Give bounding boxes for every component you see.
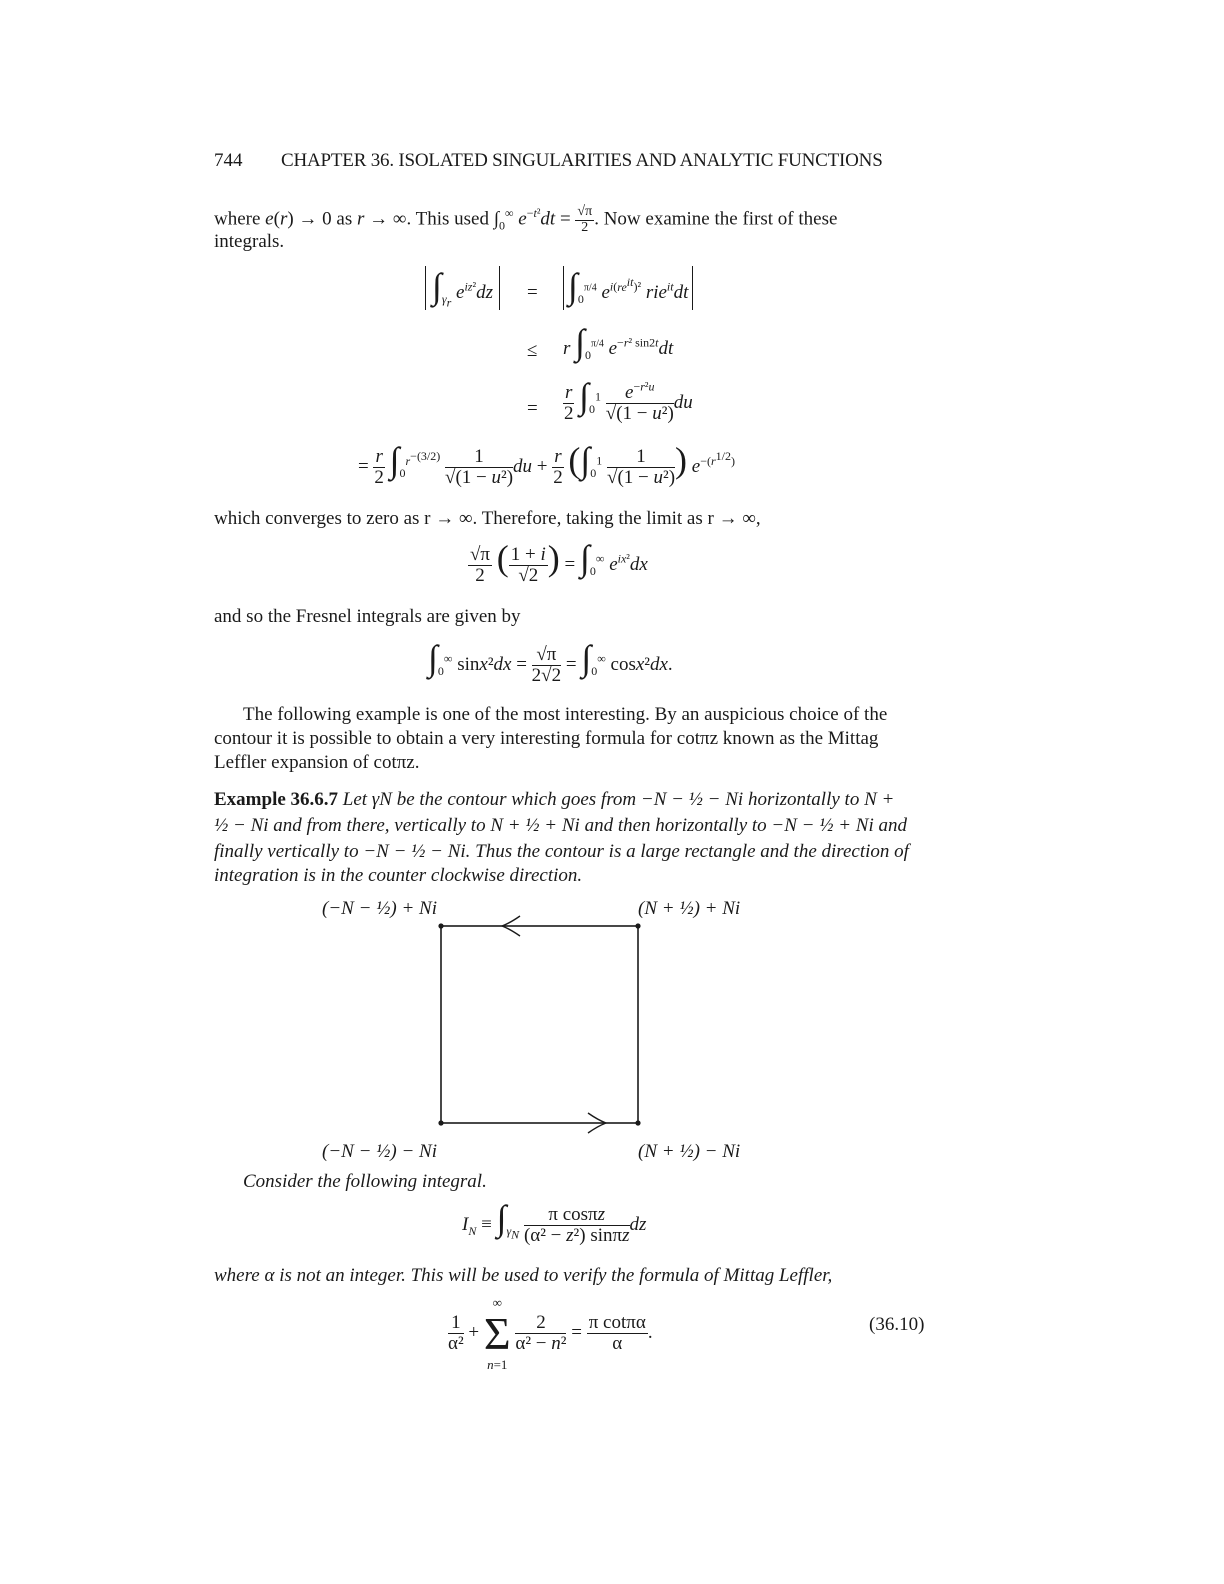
corner-dot-bottom-left [438,1120,443,1125]
eq-line-2-leq: ≤ [527,340,538,361]
example-line-4: integration is in the counter clockwise direction. [214,865,583,886]
example-line-2: ½ − Ni and from there, vertically to N + ½ + Ni and then horizontally to −N − ½ + Ni and [214,815,907,836]
example-label: Example 36.6.7 [214,789,339,810]
paragraph-fresnel: and so the Fresnel integrals are given by [214,606,521,627]
eq-fresnel-limit: $\frac{√\pi}{2}$ ( $\frac{1 + i}{√2}$ ) = $\int_0^\infty$ $e^{ix^2}dx$ [470,538,648,587]
label-top-left: (−N − ½) + Ni [322,898,437,919]
paragraph-example-intro-2: contour it is possible to obtain a very interesting formula for cotπz known as the Mittag [214,728,879,749]
paragraph-where-alpha: where α is not an integer. This will be used to verify the formula of Mittag Leffler, [214,1265,833,1286]
corner-dot-bottom-right [635,1120,640,1125]
eq-IN: $I_N \equiv \int_{\gamma_N}$ $\frac{\text{π cosπz}}{\text{(α² − z²) sinπz}}$ dz [462,1198,647,1247]
contour-rectangle-diagram [430,915,650,1135]
corner-dot-top-right [635,923,640,928]
eq-line-2-rhs: r $\int_0^{\pi/4}$ $e^{-r^2 sin2t}dt$ [563,322,674,362]
paragraph-example-intro-3: Leffler expansion of cotπz. [214,752,420,773]
running-title: CHAPTER 36. ISOLATED SINGULARITIES AND ANALYTIC FUNCTIONS [281,150,883,171]
eq-line-1-equals: = [527,282,538,303]
eq-line-3-equals: = [527,398,538,419]
eq-line-1-lhs: $\int_{\gamma_r}$ $e^{iz^2}dz$ [425,266,500,310]
eq-mittag-leffler: $\frac{1}{\text{α²}}$ + ∞ Σ n=1 $\frac{2}{\text{α² − n²}}$ = $\frac{\text{π cotπα}}{\alpha}$ . [448,1295,653,1372]
paragraph-converges: which converges to zero as r → ∞. Therefore, taking the limit as r → ∞, [214,508,761,529]
example-line-3: finally vertically to −N − ½ − Ni. Thus the contour is a large rectangle and the direction of [214,841,909,862]
label-bottom-left: (−N − ½) − Ni [322,1141,437,1162]
example-line-1: Example 36.6.7 Let γN be the contour which goes from −N − ½ − Ni horizontally to N + [214,789,895,810]
paragraph-consider: Consider the following integral. [243,1171,487,1192]
label-bottom-right: (N + ½) − Ni [638,1141,741,1162]
eq-line-1-rhs: $\int_0^{\pi/4}$ $e^{i(re^{it})^2}$ rie$^{it}$dt [563,266,693,310]
page-number: 744 [214,150,243,171]
paragraph-intro-line1: where e(r) → 0 as r → ∞. This used $\int_0^\infty$ $e^{-t^2}dt$ = $\frac{√\pi}{2}$ . Now examine the first of these [214,204,838,235]
eq-fresnel-integrals: $\int_0^\infty$ sinx²dx = $\frac{√\pi}{2√2}$ = $\int_0^\infty$ cosx²dx. [428,638,673,687]
equation-number: (36.10) [869,1314,925,1335]
corner-dot-top-left [438,923,443,928]
eq-line-3-rhs: $\frac{r}{2}$ $\int_0^1$ $\frac{e^{-r^2u}}{\text{√(1 − u²)}}$ du [563,376,693,425]
paragraph-example-intro-1: The following example is one of the most interesting. By an auspicious choice of the [243,704,888,725]
paragraph-intro-line2: integrals. [214,231,285,252]
eq-line-4: = $\frac{r}{2}$ $\int_0^{r^{-(3/2)}}$ $\frac{1}{\text{√(1 − u²)}}$ du + $\frac{r}{2}$ ($\int_0^1$ $\frac{1}{\text{√(1 − u²)}}$ ) $e^{-(r^{1/2})}$ [358,440,736,489]
contour-rectangle [441,926,638,1123]
label-top-right: (N + ½) + Ni [638,898,741,919]
